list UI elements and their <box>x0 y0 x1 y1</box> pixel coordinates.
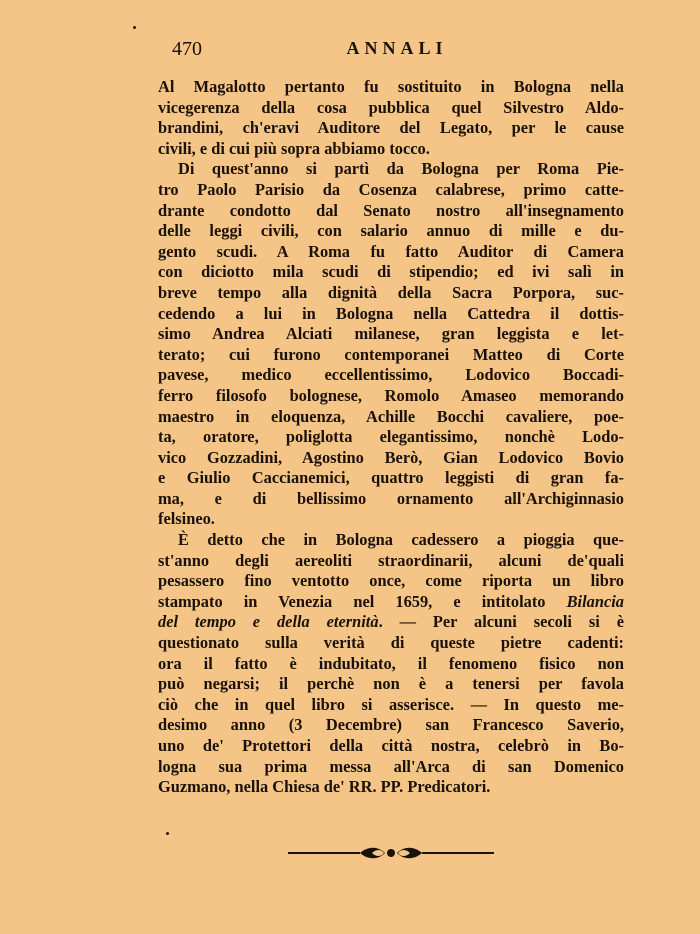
text-line: st'anno degli aereoliti straordinarii, alcuni de'quali <box>158 550 624 570</box>
text-line: ta, oratore, poliglotta elegantissimo, nonchè Lodo- <box>158 427 624 447</box>
text-line: È detto che in Bologna cadessero a pioggia que- <box>178 530 624 550</box>
text-line: gento scudi. A Roma fu fatto Auditor di Camera <box>158 241 624 261</box>
text-line: uno de' Protettori della città nostra, celebrò in Bo- <box>158 736 624 755</box>
text-line: felsineo. <box>158 509 215 529</box>
text-line: pesassero fino ventotto once, come riporta un libro <box>158 571 624 591</box>
text-line: simo Andrea Alciati milanese, gran leggista e let- <box>158 324 624 344</box>
text-line: delle leggi civili, con salario annuo di mille e du- <box>158 221 624 241</box>
text-line: desimo anno (3 Decembre) san Francesco Saverio, <box>158 715 624 735</box>
page-number: 470 <box>172 38 202 60</box>
tailpiece-ornament <box>288 843 494 863</box>
text-line: drante condotto dal Senato nostro all'insegnamento <box>158 200 624 220</box>
text-line: Al Magalotto pertanto fu sostituito in Bologna nella <box>158 77 624 96</box>
text-line: ora il fatto è indubitato, il fenomeno fisico non <box>158 653 624 673</box>
running-title: ANNALI <box>346 38 448 58</box>
text-line: ferro filosofo bolognese, Romolo Amaseo memorando <box>158 385 624 405</box>
text-line: brandini, ch'eravi Auditore del Legato, per le cause <box>158 118 624 138</box>
text-line: tro Paolo Parisio da Cosenza calabrese, primo catte- <box>158 179 624 199</box>
text-line: cedendo a lui in Bologna nella Cattedra il dottis- <box>158 303 624 323</box>
text-line: vico Gozzadini, Agostino Berò, Gian Lodovico Bovio <box>158 447 624 467</box>
text-line: civili, e di cui più sopra abbiamo tocco. <box>158 138 430 158</box>
text-line: del tempo e della eternità. — Per alcuni secoli si è <box>158 612 624 632</box>
text-line: con diciotto mila scudi di stipendio; ed ivi salì in <box>158 262 624 282</box>
text-line: ciò che in quel libro si asserisce. — In questo me- <box>158 694 624 714</box>
text-line: Di quest'anno si partì da Bologna per Roma Pie- <box>178 159 624 179</box>
text-line: breve tempo alla dignità della Sacra Porpora, suc- <box>158 282 624 302</box>
text-line: ma, e di bellissimo ornamento all'Archiginnasio <box>158 488 624 508</box>
text-line: può negarsi; il perchè non è a tenersi per favola <box>158 674 624 694</box>
text-line: e Giulio Caccianemici, quattro leggisti di gran fa- <box>158 468 624 488</box>
text-line: terato; cui furono contemporanei Matteo di Corte <box>158 344 624 364</box>
text-line: logna sua prima messa all'Arca di san Domenico <box>158 756 624 776</box>
ink-speck <box>133 26 136 29</box>
body-text <box>158 77 624 798</box>
text-line: vicegerenza della cosa pubblica quel Silvestro Aldo- <box>158 97 624 117</box>
text-line: stampato in Venezia nel 1659, e intitolato Bilancia <box>158 591 624 611</box>
text-line: Guzmano, nella Chiesa de' RR. PP. Predicatori. <box>158 777 491 797</box>
text-line: pavese, medico eccellentissimo, Lodovico Boccadi- <box>158 365 624 385</box>
text-line: maestro in eloquenza, Achille Bocchi cavaliere, poe- <box>158 406 624 426</box>
page-header <box>172 36 622 64</box>
text-line: questionato sulla verità di queste pietre cadenti: <box>158 633 624 653</box>
ink-speck <box>166 832 169 835</box>
